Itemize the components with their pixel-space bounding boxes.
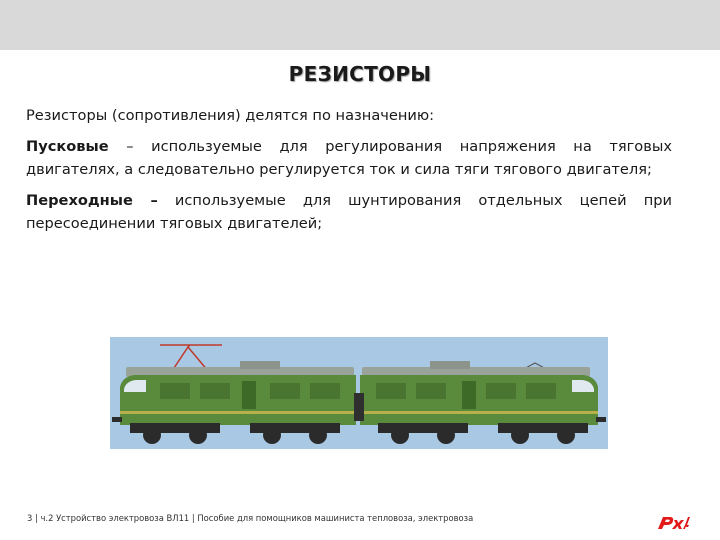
term-starting: Пусковые — [26, 138, 109, 155]
footer-caption: 3 | ч.2 Устройство электровоза ВЛ11 | Пособие для помощников машиниста тепловоза, электровоза — [27, 513, 474, 523]
slide-body — [26, 104, 672, 243]
definition-starting: – используемые для регулирования напряжения на тяговых двигателях, а следовательно регулируется ток и сила тяги тягового двигателя; — [26, 138, 672, 178]
top-band — [0, 0, 720, 50]
body-section-right — [360, 375, 598, 425]
bogies — [130, 423, 588, 444]
intro-paragraph: Резисторы (сопротивления) делятся по назначению: — [26, 107, 435, 124]
slide-title: РЕЗИСТОРЫ — [288, 62, 432, 86]
rzd-logo-icon — [655, 513, 691, 533]
locomotive-illustration — [110, 337, 608, 449]
body-section-left — [120, 375, 356, 425]
starting-resistors-paragraph — [26, 135, 672, 181]
term-transition: Переходные – — [26, 192, 158, 209]
transition-resistors-paragraph — [26, 189, 672, 235]
definition-transition: используемые для шунтирования отдельных цепей при пересоединении тяговых двигателей; — [26, 192, 672, 232]
locomotive-drawing — [110, 337, 608, 449]
